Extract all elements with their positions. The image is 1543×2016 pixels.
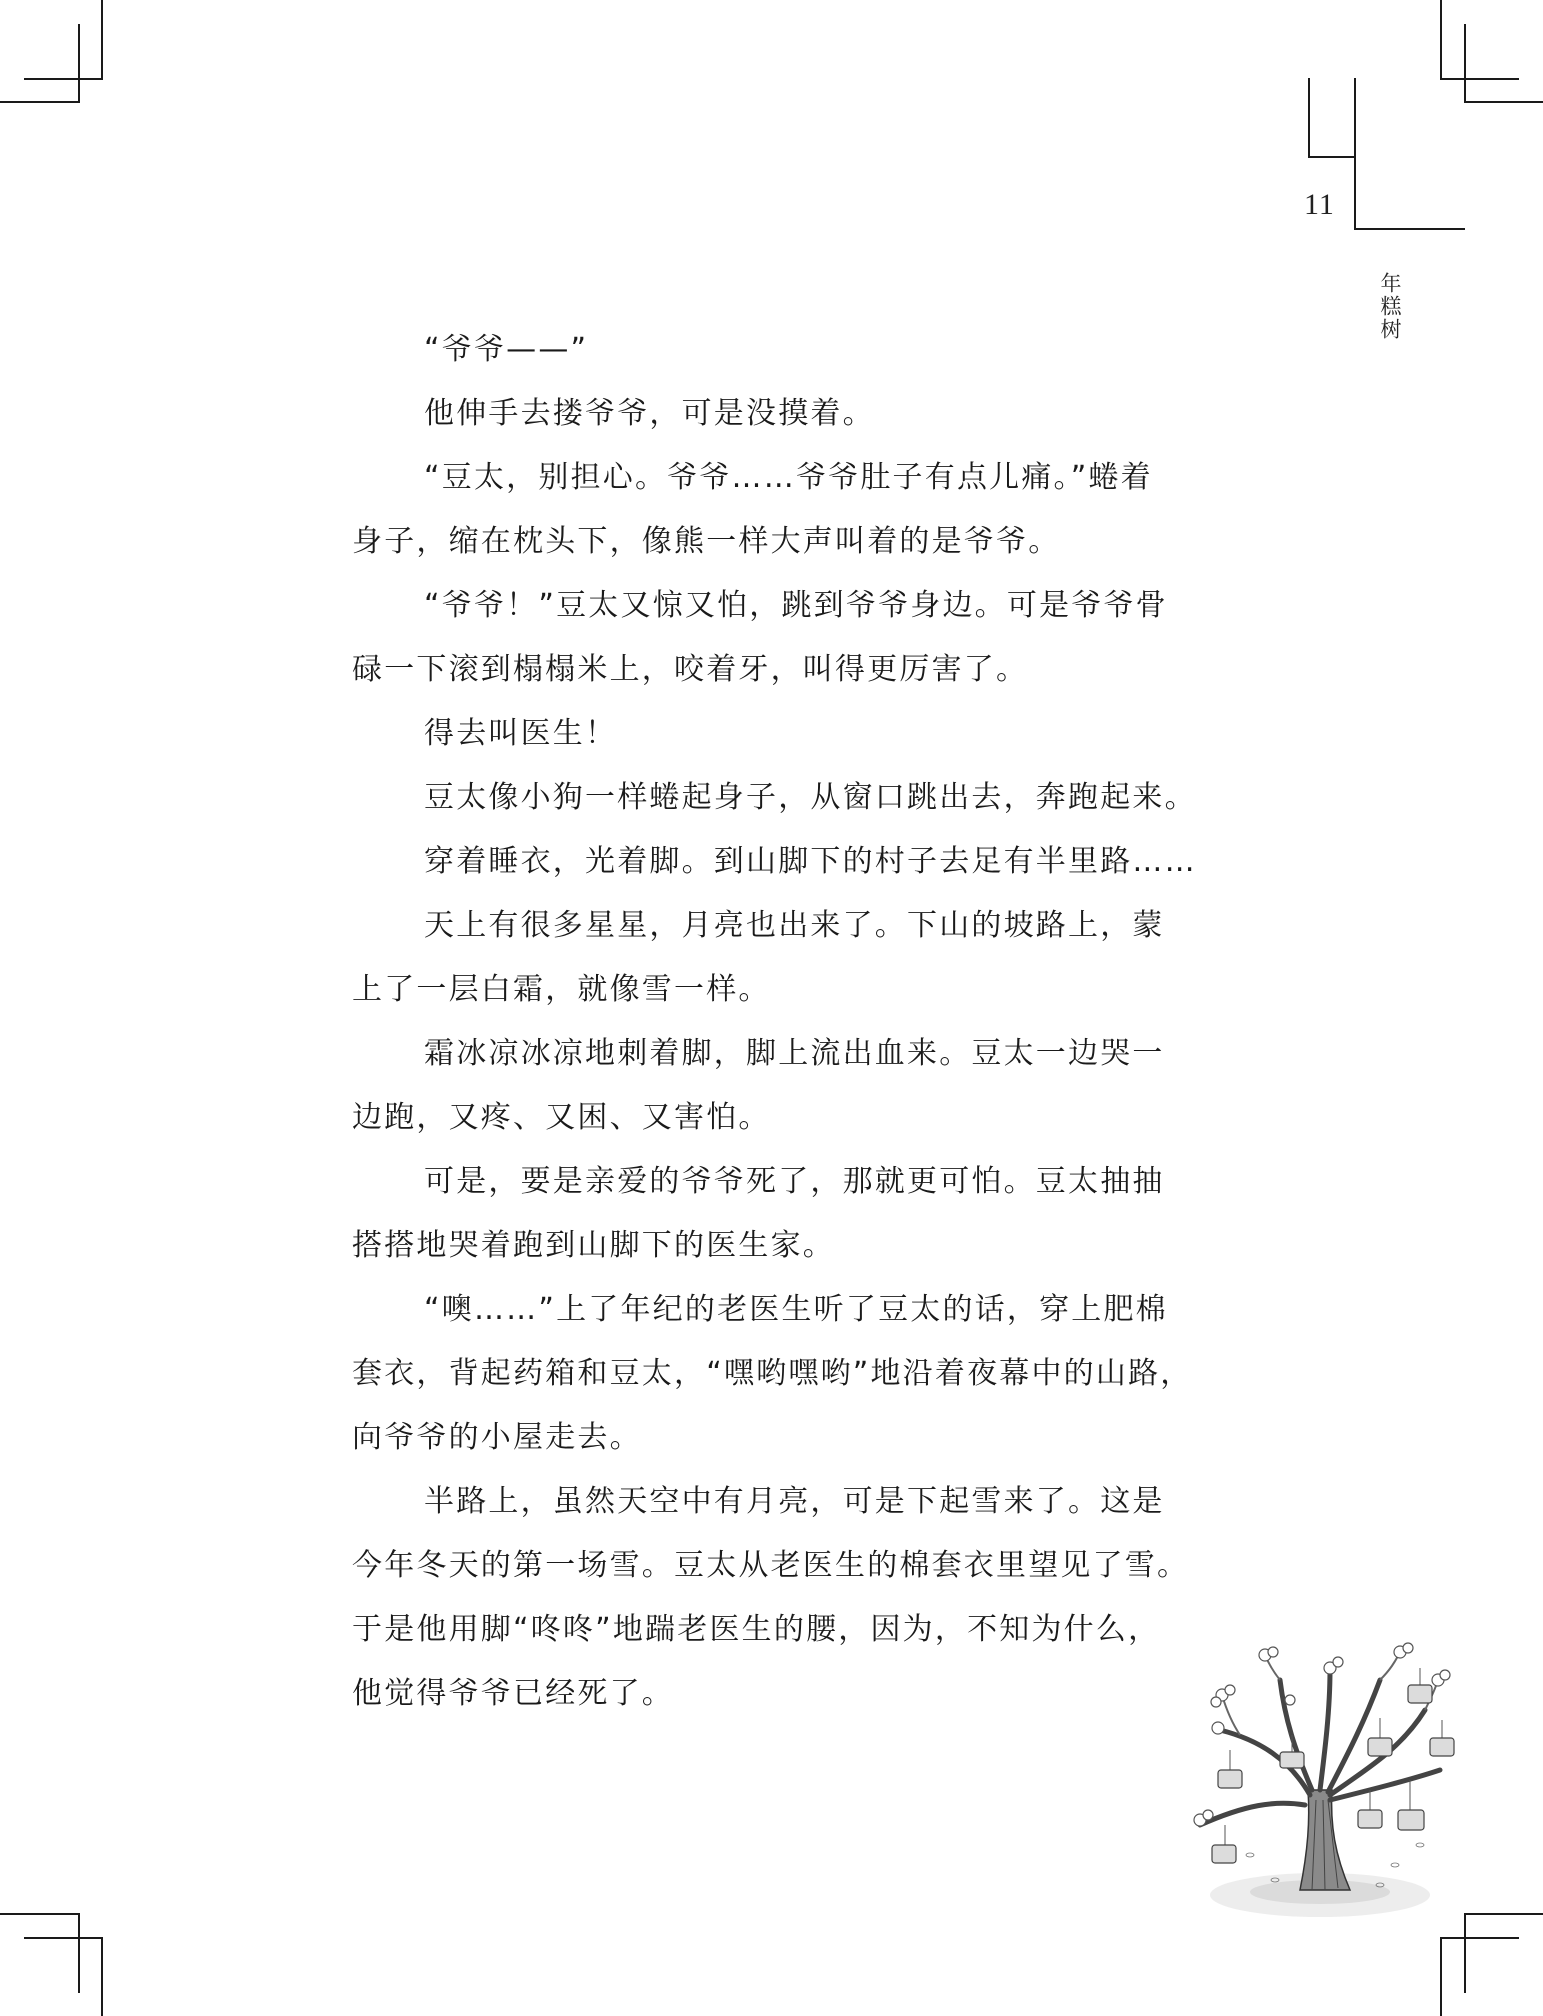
text-line: 于是他用脚“咚咚”地踹老医生的腰，因为，不知为什么， [352, 1612, 1161, 1647]
text-line: “噢……”上了年纪的老医生听了豆太的话，穿上肥棉 [424, 1292, 1168, 1327]
text-line: 套衣，背起药箱和豆太，“嘿哟嘿哟”地沿着夜幕中的山路， [352, 1356, 1193, 1391]
crop-mark [0, 1913, 79, 1915]
text-line: 他觉得爷爷已经死了。 [352, 1676, 674, 1711]
crop-mark [101, 1937, 103, 2016]
text-line: 得去叫医生！ [424, 716, 618, 751]
text-line: 天上有很多星星，月亮也出来了。下山的坡路上，蒙 [424, 908, 1165, 943]
text-line: 搭搭地哭着跑到山脚下的医生家。 [352, 1228, 835, 1263]
rice-cake-tree-illustration [1180, 1640, 1480, 1930]
page-frame-line [1354, 78, 1356, 230]
text-line: 霜冰凉冰凉地刺着脚，脚上流出血来。豆太一边哭一 [424, 1036, 1165, 1071]
crop-mark [1440, 78, 1519, 80]
text-line: “爷爷！”豆太又惊又怕，跳到爷爷身边。可是爷爷骨 [424, 588, 1168, 623]
crop-mark [24, 1937, 103, 1939]
crop-mark [1464, 101, 1543, 103]
crop-mark [1440, 0, 1442, 79]
crop-mark [1464, 1913, 1466, 1993]
crop-mark [1440, 1937, 1442, 2016]
text-line: 豆太像小狗一样蜷起身子，从窗口跳出去，奔跑起来。 [424, 780, 1197, 815]
text-line: “爷爷——” [424, 332, 589, 367]
crop-mark [1464, 24, 1466, 103]
crop-mark [78, 1913, 80, 1993]
crop-mark [78, 24, 80, 103]
text-line: 上了一层白霜，就像雪一样。 [352, 972, 771, 1007]
text-line: 身子，缩在枕头下，像熊一样大声叫着的是爷爷。 [352, 524, 1061, 559]
crop-mark [1440, 1937, 1519, 1939]
text-line: 穿着睡衣，光着脚。到山脚下的村子去足有半里路…… [424, 844, 1197, 879]
page-number: 11 [1304, 188, 1335, 221]
crop-mark [0, 101, 80, 103]
crop-mark [24, 78, 103, 80]
page-frame-line [1308, 156, 1355, 158]
text-line: “豆太，别担心。爷爷……爷爷肚子有点儿痛。”蜷着 [424, 460, 1153, 495]
text-line: 可是，要是亲爱的爷爷死了，那就更可怕。豆太抽抽 [424, 1164, 1165, 1199]
page-frame-line [1308, 78, 1310, 158]
text-line: 半路上，虽然天空中有月亮，可是下起雪来了。这是 [424, 1484, 1165, 1519]
crop-mark [1464, 1913, 1543, 1915]
page-frame-line [1354, 228, 1465, 230]
text-line: 边跑，又疼、又困、又害怕。 [352, 1100, 771, 1135]
text-line: 今年冬天的第一场雪。豆太从老医生的棉套衣里望见了雪。 [352, 1548, 1190, 1583]
running-title: 年糕树 [1378, 272, 1402, 341]
body-text [352, 318, 1212, 1726]
text-line: 他伸手去搂爷爷，可是没摸着。 [424, 396, 875, 431]
text-line: 向爷爷的小屋走去。 [352, 1420, 642, 1455]
crop-mark [101, 0, 103, 79]
text-line: 碌一下滚到榻榻米上，咬着牙，叫得更厉害了。 [352, 652, 1029, 687]
